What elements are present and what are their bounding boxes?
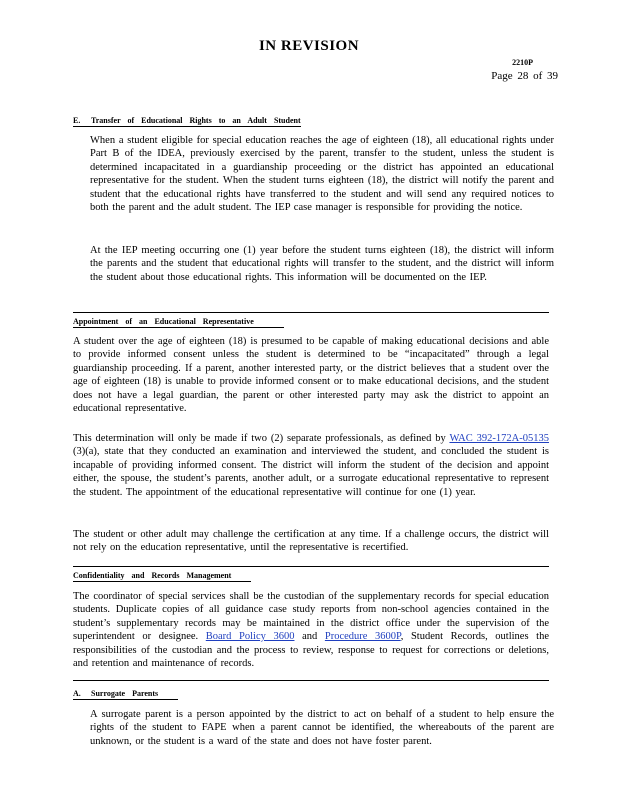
board-policy-link[interactable]: Board Policy 3600 [205,631,295,643]
section-letter: E. [73,116,81,125]
page-number: Page 28 of 39 [491,70,558,82]
section-a-title: Surrogate Parents [91,689,159,698]
confidentiality-paragraph [73,590,549,670]
appointment-heading: Appointment of an Educational Representative [73,317,284,328]
appointment-paragraph-3: The student or other adult may challenge the certification at any time. If a challenge occurs, the district will not rely on the education representative, until the representative is recertified. [73,529,549,554]
section-e-title: Transfer of Educational Rights to an Adult Student [91,116,301,125]
procedure-link[interactable]: Procedure 3600P [324,631,401,643]
divider [73,312,549,313]
divider [73,680,549,681]
appointment-paragraph-1: A student over the age of eighteen (18) is presumed to be capable of making educational decisions and able to provide informed consent unless the student is determined to be “incapacitated” through a legal guardianship proceeding. If a parent, another interested party, or the district believes that a student over the age of eighteen (18) is unable to provide informed consent or to make educational decisions, and the student does not have a legal guardian, the parent or other interested party may ask the district to appoint an educational representative. [73,336,549,415]
section-e-paragraph-1: When a student eligible for special education reaches the age of eighteen (18), all educational rights under Part B of the IDEA, previously exercised by the parent, transfer to the student, unless the student is determined incapacitated in a guardianship proceeding or the district has appointed an educational representative for the student. When the student turns eighteen (18), the district will notify the parent and student that the educational rights have transferred to the student and will send any required notices to both the parent and the adult student. The IEP case manager is responsible for providing the notice. [90,135,554,214]
confidentiality-text-2: and [294,631,325,643]
section-letter: A. [73,689,81,698]
wac-link[interactable]: WAC 392-172A-05135 [449,433,549,444]
section-e-heading [73,116,301,127]
confidentiality-text-3: , Student Records, outlines the responsibilities of the custodian and the process to review, response to request for corrections or deletions, and retention and maintenance of records. [73,631,549,670]
section-e-paragraph-2: At the IEP meeting occurring one (1) year before the student turns eighteen (18), the district will inform the parents and the student that educational rights will transfer to the student, and the district will inform the student about those educational rights. This information will be documented on the IEP. [90,245,554,283]
section-a-paragraph: A surrogate parent is a person appointed by the district to act on behalf of a student to help ensure the rights of the student to FAPE when a parent cannot be identified, the whereabouts of the parent are unknown, or the student is a ward of the state and does not have foster parent. [90,709,554,747]
page-title: IN REVISION [258,38,360,54]
section-a-heading [73,689,178,700]
document-number: 2210P [512,58,533,67]
confidentiality-heading: Confidentiality and Records Management [73,571,251,582]
appointment-p2-text-2: (3)(a), state that they conducted an examination and interviewed the student, and concluded the student is incapable of providing informed consent. The district will inform the student of the decision and appoint either, the spouse, the student’s parents, another adult, or a surrogate educational representative to represent the student. The appointment of the educational representative will continue for one (1) year. [73,446,549,498]
confidentiality-text-1: The coordinator of special services shall be the custodian of the supplementary records for special education students. Duplicate copies of all guidance case study reports from non-school agencies contained in the student’s supplementary records may be maintained in the district office under the supervision of the superintendent or designee. [73,591,549,643]
divider [73,566,549,567]
appointment-p2-text-1: This determination will only be made if two (2) separate professionals, as defined by [73,433,450,444]
appointment-paragraph-2 [73,432,549,499]
